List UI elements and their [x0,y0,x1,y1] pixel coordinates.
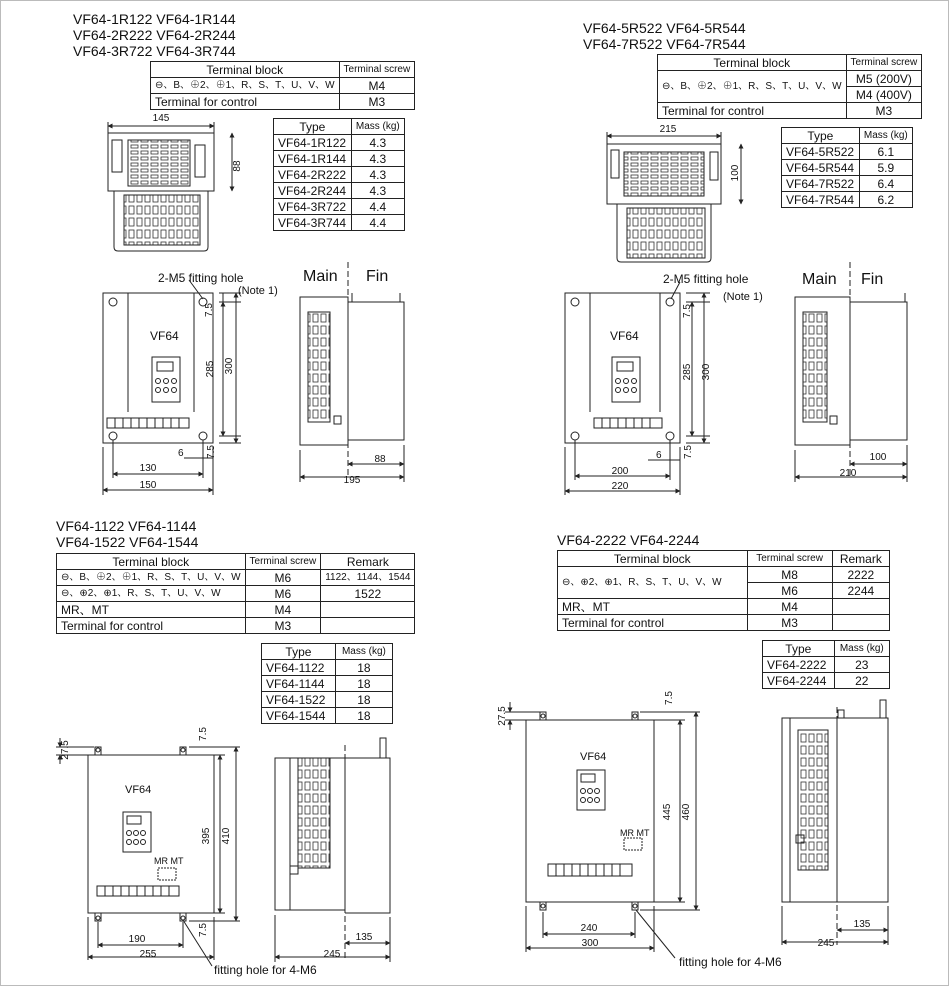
q3-terminal-row-3-screw: M4 [245,602,321,618]
q4-dim-135: 135 [853,919,871,930]
q1-top-view [108,122,232,251]
q2-note-label: (Note 1) [723,291,763,303]
q4-dim-460: 460 [681,803,692,821]
q2-terminal-row-2-block: Terminal for control [658,103,847,119]
q3-mass-value: 18 [335,660,392,676]
q1-mass-header-type: Type [274,119,352,135]
q2-terminal-header-block: Terminal block [658,55,847,71]
q3-mrmt-label: MR MT [154,856,184,866]
q1-dim-150: 150 [139,480,157,491]
q3-terminal-row-2-block: ⊖、⊕2、⊕1、R、S、T、U、V、W [57,586,246,602]
q1-mass-header-mass: Mass (kg) [351,119,404,135]
q1-dim-7-5-top: 7.5 [204,303,215,317]
q2-mass-value: 6.2 [859,192,912,208]
q4-dim-445: 445 [662,803,673,821]
q2-terminal-screw-400v: M4 (400V) [846,87,922,103]
q3-terminal-header-screw: Terminal screw [245,554,321,570]
q3-dim-135: 135 [355,932,373,943]
q4-terminal-row-4-screw: M3 [747,615,832,631]
q3-terminal-row-3-block: MR、MT [57,602,246,618]
q2-mass-value: 5.9 [859,160,912,176]
q2-terminal-row-2-screw: M3 [846,103,922,119]
q1-model-line-1: VF64-1R122 VF64-1R144 [73,11,236,27]
q1-brand-label: VF64 [150,329,179,343]
q3-mass-header-mass: Mass (kg) [335,644,392,660]
q4-terminal-row-4-block: Terminal for control [558,615,748,631]
q3-model-line-1: VF64-1122 VF64-1144 [56,518,197,534]
q4-mass-value: 23 [834,657,889,673]
q3-mass-type: VF64-1144 [262,676,336,692]
q4-front-view [505,702,700,958]
q1-dim-300: 300 [224,357,235,375]
q3-dim-190: 190 [128,934,146,945]
q3-terminal-row-1-block: ⊖、B、⊕2、⊕1、R、S、T、U、V、W [57,570,246,586]
q4-mass-type: VF64-2222 [763,657,835,673]
q3-model-line-2: VF64-1522 VF64-1544 [56,534,199,550]
q4-model-line-1: VF64-2222 VF64-2244 [557,532,700,548]
q2-dim-210: 210 [839,468,857,479]
q1-mass-value: 4.4 [351,199,404,215]
q2-terminal-screw-200v: M5 (200V) [846,71,922,87]
q4-brand-label: VF64 [580,751,607,763]
q2-mass-type: VF64-7R544 [782,192,860,208]
q3-dim-27-5: 27.5 [60,740,71,760]
q4-terminal-header-remark: Remark [832,551,889,567]
q2-dim-top-height: 100 [730,164,741,182]
q2-mass-type: VF64-5R544 [782,160,860,176]
q3-terminal-row-4-screw: M3 [245,618,321,634]
q3-mass-value: 18 [335,708,392,724]
q3-front-view [56,738,240,966]
q2-brand-label: VF64 [610,329,639,343]
q2-dim-top-width: 215 [659,124,677,135]
q2-mass-value: 6.4 [859,176,912,192]
q1-mass-value: 4.3 [351,183,404,199]
q4-dim-300: 300 [581,938,599,949]
q2-dim-100: 100 [869,452,887,463]
q4-terminal-row-1-block: ⊖、⊕2、⊕1、R、S、T、U、V、W [558,567,748,599]
q3-mass-type: VF64-1544 [262,708,336,724]
q2-dim-7-5-top: 7.5 [682,304,693,318]
q4-dim-240: 240 [580,923,598,934]
q1-dim-top-width: 145 [152,113,170,124]
q3-terminal-row-1-screw: M6 [245,570,321,586]
q1-dim-285: 285 [205,360,216,378]
q1-mass-value: 4.3 [351,151,404,167]
q1-mass-type: VF64-1R144 [274,151,352,167]
q1-fin-label: Fin [366,268,389,285]
q4-dim-245: 245 [817,938,835,949]
q1-dim-7-5-bottom: 7.5 [206,445,217,459]
q1-terminal-row-2-screw: M3 [339,94,415,110]
q4-terminal-row-3-block: MR、MT [558,599,748,615]
q2-mass-header-mass: Mass (kg) [859,128,912,144]
q3-terminal-header-block: Terminal block [57,554,246,570]
q1-dim-88: 88 [374,454,386,465]
q3-dim-7-5-bottom: 7.5 [198,923,209,937]
q1-note-label: (Note 1) [238,285,278,297]
q1-terminal-header-screw: Terminal screw [339,62,415,78]
q3-mass-type: VF64-1122 [262,660,336,676]
q2-dim-200: 200 [611,466,629,477]
q3-terminal-row-2-screw: M6 [245,586,321,602]
q4-terminal-header-screw: Terminal screw [747,551,832,567]
q2-terminal-row-1-block: ⊖、B、⊕2、⊕1、R、S、T、U、V、W [658,71,847,103]
q4-mrmt-label: MR MT [620,828,650,838]
q1-terminal-row-1-block: ⊖、B、⊕2、⊕1、R、S、T、U、V、W [151,78,340,94]
q1-model-line-2: VF64-2R222 VF64-2R244 [73,27,236,43]
q2-model-line-1: VF64-5R522 VF64-5R544 [583,20,746,36]
q1-model-line-3: VF64-3R722 VF64-3R744 [73,43,236,59]
q2-mass-type: VF64-7R522 [782,176,860,192]
q4-dim-27-5: 27.5 [497,706,508,726]
q1-mass-type: VF64-3R744 [274,215,352,231]
q3-dim-395: 395 [201,827,212,845]
q4-mass-type: VF64-2244 [763,673,835,689]
q2-side-view [795,262,907,482]
q4-dim-7-5-top: 7.5 [664,691,675,705]
q1-terminal-header-block: Terminal block [151,62,340,78]
q4-mass-value: 22 [834,673,889,689]
q2-dim-300: 300 [701,363,712,381]
q1-dim-195: 195 [343,475,361,486]
q1-side-view [300,262,404,482]
q2-dim-6: 6 [656,450,662,461]
q1-hole-label: 2-M5 fitting hole [158,271,244,285]
q1-mass-value: 4.3 [351,167,404,183]
q3-mass-value: 18 [335,676,392,692]
q4-terminal-screw-m8: M8 [747,567,832,583]
q4-hole-label: fitting hole for 4-M6 [679,955,782,969]
q1-terminal-row-2-block: Terminal for control [151,94,340,110]
q4-mass-header-mass: Mass (kg) [834,641,889,657]
q3-mass-value: 18 [335,692,392,708]
q1-mass-type: VF64-3R722 [274,199,352,215]
q3-terminal-row-2-remark: 1522 [321,586,415,602]
q2-model-line-2: VF64-7R522 VF64-7R544 [583,36,746,52]
q1-dim-6: 6 [178,448,184,459]
q2-mass-value: 6.1 [859,144,912,160]
q3-mass-type: VF64-1522 [262,692,336,708]
q4-terminal-remark-2244: 2244 [832,583,889,599]
q1-front-view [103,280,241,495]
q2-dim-220: 220 [611,481,629,492]
q3-hole-label: fitting hole for 4-M6 [214,963,317,977]
q3-dim-7-5-top: 7.5 [198,727,209,741]
q3-dim-410: 410 [221,827,232,845]
q2-dim-285: 285 [682,363,693,381]
q3-terminal-row-4-block: Terminal for control [57,618,246,634]
q3-terminal-row-1-remark: 1122、1144、1544 [321,570,415,586]
q4-terminal-header-block: Terminal block [558,551,748,567]
q2-terminal-header-screw: Terminal screw [846,55,922,71]
q2-top-view [607,132,741,262]
q3-dim-245: 245 [323,949,341,960]
q3-mass-header-type: Type [262,644,336,660]
q4-terminal-remark-2222: 2222 [832,567,889,583]
q2-mass-header-type: Type [782,128,860,144]
q3-side-view [275,738,390,962]
q2-dim-7-5-bottom: 7.5 [683,445,694,459]
q1-terminal-row-1-screw: M4 [339,78,415,94]
q3-brand-label: VF64 [125,784,152,796]
q2-mass-type: VF64-5R522 [782,144,860,160]
q4-terminal-screw-m6: M6 [747,583,832,599]
q1-mass-value: 4.3 [351,135,404,151]
q4-terminal-row-3-screw: M4 [747,599,832,615]
q1-dim-top-height: 88 [232,160,243,172]
q2-hole-label: 2-M5 fitting hole [663,272,749,286]
q1-dim-130: 130 [139,463,157,474]
q1-main-label: Main [303,268,338,285]
q1-mass-type: VF64-2R244 [274,183,352,199]
q2-main-label: Main [802,271,837,288]
q1-mass-type: VF64-1R122 [274,135,352,151]
q3-dim-255: 255 [139,949,157,960]
q1-mass-type: VF64-2R222 [274,167,352,183]
q1-mass-value: 4.4 [351,215,404,231]
q2-fin-label: Fin [861,271,884,288]
q4-side-view [782,700,888,945]
q3-terminal-header-remark: Remark [321,554,415,570]
q4-mass-header-type: Type [763,641,835,657]
